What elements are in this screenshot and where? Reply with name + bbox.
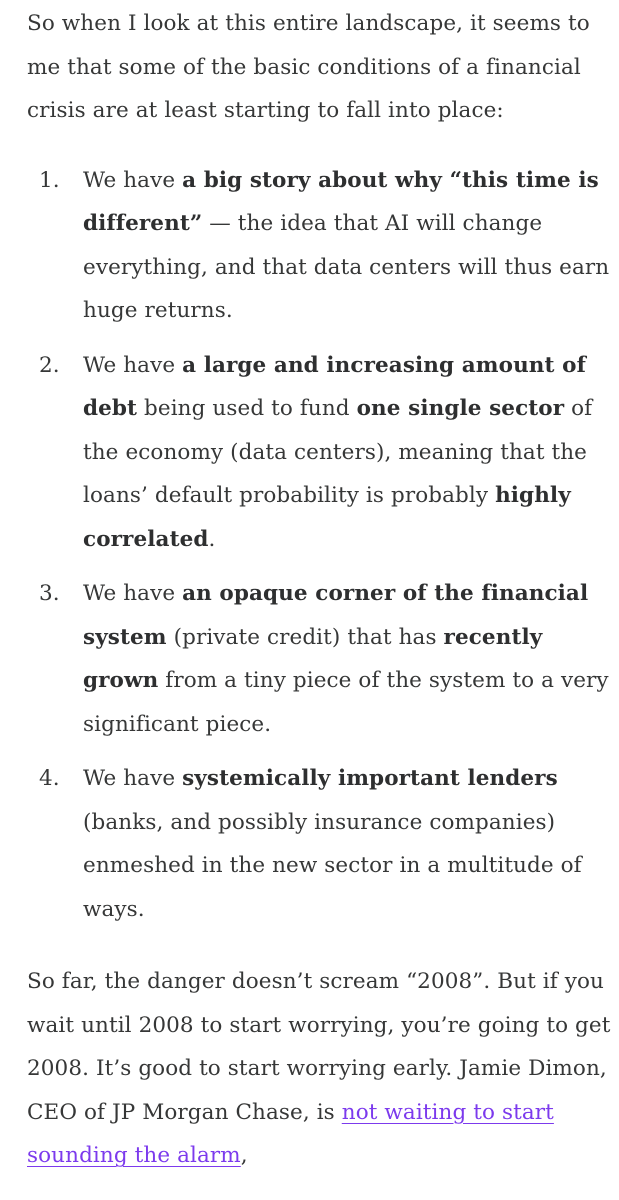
list-item [27, 159, 612, 333]
emphasis-text: highly correlated [83, 483, 571, 552]
list-item-text [83, 344, 612, 562]
list-item-text [83, 572, 612, 746]
list-item-text [83, 159, 612, 333]
closing-paragraph-tail: , [240, 1143, 248, 1168]
list-item-text-part: of the economy (data centers), meaning that the loans’ default probability is probably [83, 396, 593, 508]
list-item-number: 3. [39, 581, 60, 606]
list-item-text-part: from a tiny piece of the system to a very significant piece. [83, 668, 609, 737]
list-item [27, 344, 612, 562]
list-item-text-part: being used to fund [137, 396, 357, 421]
list-item-number: 1. [39, 167, 60, 193]
list-item [27, 757, 612, 931]
list-item-text-part: We have [83, 766, 183, 791]
emphasis-text: a large and increasing amount of debt [83, 352, 586, 421]
emphasis-text: a big story about why “this time is different” [83, 167, 599, 236]
list-item-text-part: — the idea that AI will change everything, and that data centers will thus earn huge returns. [83, 211, 610, 323]
article-body [27, 0, 612, 1178]
emphasis-text: recently grown [83, 624, 543, 693]
list-item-text-part: (banks, and possibly insurance companies) enmeshed in the new sector in a multitude of ways. [83, 809, 582, 922]
intro-paragraph: So when I look at this entire landscape, it seems to me that some of the basic conditions of a financial crisis are at least starting to fall into place: [27, 11, 590, 123]
emphasis-text: systemically important lenders [182, 766, 558, 791]
list-item [27, 572, 612, 746]
closing-paragraph-text: So far, the danger doesn’t scream “2008”. But if you wait until 2008 to start worrying, you’re going to get 2008. It’s good to start worrying early. Jamie Dimon, CEO of JP Morgan Chase, is [27, 969, 611, 1125]
list-item-text-part: We have [83, 581, 183, 606]
list-item-text-part: (private credit) that has [166, 624, 444, 650]
list-item-text-part: We have [83, 352, 183, 378]
closing-paragraph [27, 960, 612, 1178]
list-item-text [83, 757, 612, 931]
list-item-text-part: We have [83, 167, 183, 193]
emphasis-text: an opaque corner of the financial system [83, 581, 589, 650]
alarm-article-link[interactable]: not waiting to start sounding the alarm [27, 1099, 554, 1168]
list-item-text-part: . [208, 526, 216, 552]
list-item-number: 4. [39, 766, 60, 791]
emphasis-text: one single sector [356, 396, 565, 421]
list-item-number: 2. [39, 352, 60, 378]
conditions-list [27, 159, 612, 932]
